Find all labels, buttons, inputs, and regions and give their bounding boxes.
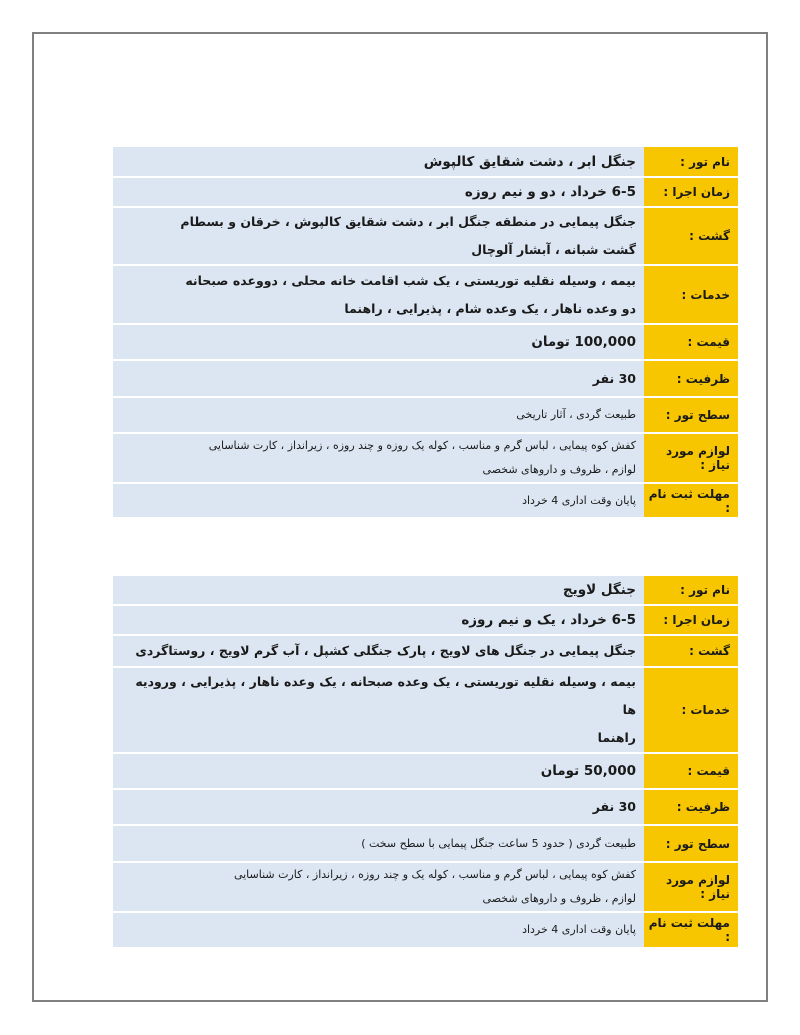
- tour-name-value: جنگل لاویج: [113, 576, 644, 604]
- level-value: طبیعت گردی ( حدود 5 ساعت جنگل پیمایی با سطح سخت ): [113, 826, 644, 861]
- table-row: [113, 398, 738, 432]
- table-row: [113, 178, 738, 206]
- equipment-line: لوازم ، ظروف و داروهای شخصی: [482, 892, 636, 905]
- label-equipment: لوازم مورد نیاز :: [644, 434, 738, 482]
- tour-table-2: [113, 574, 738, 949]
- capacity-value: 30 نفر: [113, 361, 644, 396]
- table-row: [113, 606, 738, 634]
- equipment-value: [113, 863, 644, 911]
- table-row: [113, 576, 738, 604]
- label-tour-name: نام تور :: [644, 147, 738, 176]
- table-row: [113, 790, 738, 824]
- services-value: [113, 266, 644, 323]
- table-row: [113, 668, 738, 752]
- label-level: سطح تور :: [644, 398, 738, 432]
- table-row: [113, 266, 738, 323]
- tour-line: جنگل پیمایی در جنگل های لاویج ، پارک جنگلی کشپل ، آب گرم لاویج ، روستاگردی: [135, 643, 636, 658]
- table-row: [113, 754, 738, 788]
- label-services: خدمات :: [644, 668, 738, 752]
- label-price: قیمت :: [644, 325, 738, 359]
- label-price: قیمت :: [644, 754, 738, 788]
- services-value: [113, 668, 644, 752]
- table-row: [113, 484, 738, 517]
- tour-description: [113, 636, 644, 666]
- equipment-line: کفش کوه پیمایی ، لباس گرم و مناسب ، کوله یک روزه و چند روزه ، زیرانداز ، کارت شناسایی: [208, 439, 636, 452]
- services-line: بیمه ، وسیله نقلیه توریستی ، یک شب اقامت خانه محلی ، دووعده صبحانه: [185, 272, 636, 288]
- table-row: [113, 863, 738, 911]
- table-row: [113, 208, 738, 264]
- label-tour: گشت :: [644, 208, 738, 264]
- table-row: [113, 361, 738, 396]
- services-line: بیمه ، وسیله نقلیه توریستی ، یک وعده صبحانه ، یک وعده ناهار ، پذیرایی ، ورودیه ها: [135, 674, 636, 717]
- label-services: خدمات :: [644, 266, 738, 323]
- date-value: 6-5 خرداد ، دو و نیم روزه: [113, 178, 644, 206]
- label-tour: گشت :: [644, 636, 738, 666]
- label-deadline: مهلت ثبت نام :: [644, 484, 738, 517]
- table-row: [113, 325, 738, 359]
- table-row: [113, 826, 738, 861]
- deadline-value: پایان وقت اداری 4 خرداد: [113, 484, 644, 517]
- label-equipment: لوازم مورد نیاز :: [644, 863, 738, 911]
- table-row: [113, 147, 738, 176]
- label-date: زمان اجرا :: [644, 178, 738, 206]
- equipment-value: [113, 434, 644, 482]
- table-row: [113, 434, 738, 482]
- label-level: سطح تور :: [644, 826, 738, 861]
- price-value: 50,000 تومان: [113, 754, 644, 788]
- date-value: 6-5 خرداد ، یک و نیم روزه: [113, 606, 644, 634]
- label-date: زمان اجرا :: [644, 606, 738, 634]
- tour-line: جنگل پیمایی در منطقه جنگل ابر ، دشت شقایق کالپوش ، خرقان و بسطام: [180, 214, 636, 229]
- label-tour-name: نام تور :: [644, 576, 738, 604]
- equipment-line: لوازم ، ظروف و داروهای شخصی: [482, 463, 636, 476]
- deadline-value: پایان وقت اداری 4 خرداد: [113, 913, 644, 947]
- tour-description: [113, 208, 644, 264]
- services-line: دو وعده ناهار ، یک وعده شام ، پذیرایی ، راهنما: [344, 300, 636, 316]
- capacity-value: 30 نفر: [113, 790, 644, 824]
- table-row: [113, 636, 738, 666]
- tour-name-value: جنگل ابر ، دشت شقایق کالپوش: [113, 147, 644, 176]
- level-value: طبیعت گردی ، آثار تاریخی: [113, 398, 644, 432]
- table-row: [113, 913, 738, 947]
- equipment-line: کفش کوه پیمایی ، لباس گرم و مناسب ، کوله یک و چند روزه ، زیرانداز ، کارت شناسایی: [233, 868, 636, 881]
- services-line: راهنما: [597, 730, 636, 745]
- label-capacity: ظرفیت :: [644, 361, 738, 396]
- tour-line: گشت شبانه ، آبشار آلوچال: [471, 242, 636, 257]
- tour-table-1: [113, 145, 738, 519]
- label-deadline: مهلت ثبت نام :: [644, 913, 738, 947]
- label-capacity: ظرفیت :: [644, 790, 738, 824]
- price-value: 100,000 تومان: [113, 325, 644, 359]
